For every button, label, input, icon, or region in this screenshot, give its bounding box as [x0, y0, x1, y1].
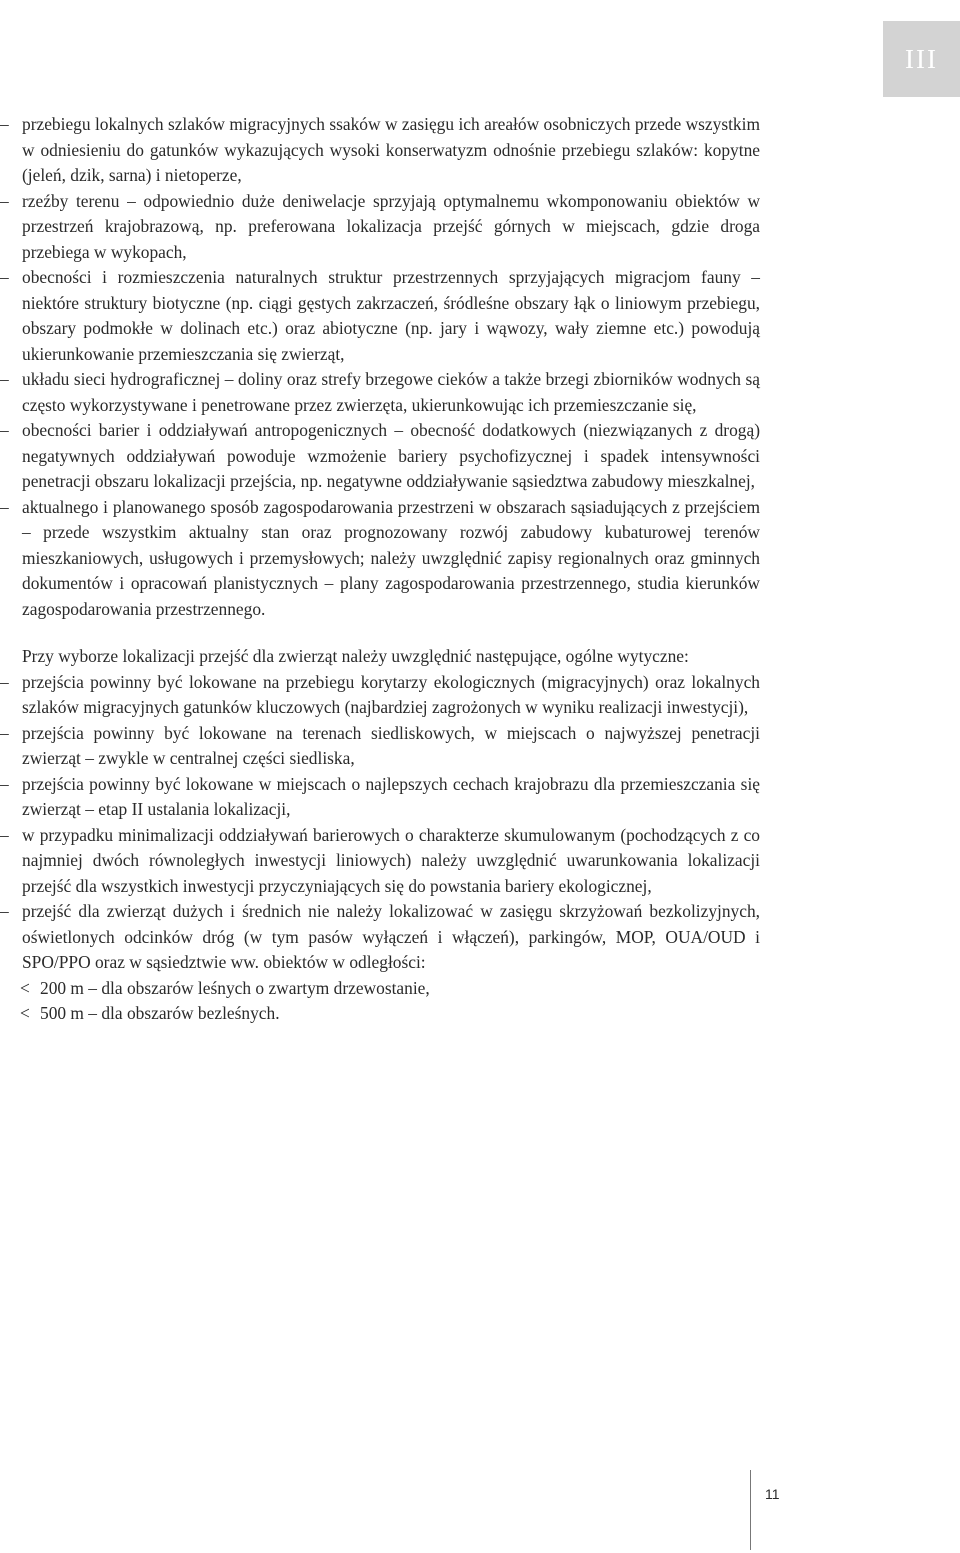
list-item: – w przypadku minimalizacji oddziaływań barierowych o charakterze skumulowanym (pochodzących z co najmniej dwóch równoległych inwestycji liniowych) należy uwzględnić uwarunkowania lokalizacji przejść dla wszystkich inwestycji przyczyniających się do powstania bariery ekologicznej,: [0, 824, 760, 896]
list-item: – przejść dla zwierząt dużych i średnich nie należy lokalizować w zasięgu skrzyżowań bezkolizyjnych, oświetlonych odcinków dróg (w tym pasów wyłączeń i włączeń), parkingów, MOP, OUA/OUD i SPO/PPO oraz w sąsiedztwie ww. obiektów w odległości:: [0, 901, 760, 972]
list-item: – przejścia powinny być lokowane w miejscach o najlepszych cechach krajobrazu dla przemieszczania się zwierząt – etap II ustalania lokalizacji,: [0, 773, 760, 819]
list-item: – przejścia powinny być lokowane na przebiegu korytarzy ekologicznych (migracyjnych) oraz lokalnych szlaków migracyjnych gatunków kluczowych (najbardziej zagrożonych w wyniku realizacji inwestycji),: [0, 671, 760, 717]
page-number-divider: [750, 1470, 751, 1550]
list-item: – obecności i rozmieszczenia naturalnych struktur przestrzennych sprzyjających migracjom fauny – niektóre struktury biotyczne (np. ciągi gęstych zakrzaczeń, śródleśne obszary łąk o liniowym przebiegu, obszary podmokłe w dolinach etc.) oraz abiotyczne (np. jary i wąwozy, wały ziemne etc.) powodują ukierunkowanie przemieszczania się zwierząt,: [0, 267, 760, 364]
document-body: [0, 112, 760, 1027]
guidelines-list: [0, 670, 760, 976]
guidelines-intro: Przy wyborze lokalizacji przejść dla zwierząt należy uwzględnić następujące, ogólne wytyczne:: [22, 646, 689, 666]
list-item: – układu sieci hydrograficznej – doliny oraz strefy brzegowe cieków a także brzegi zbiorników wodnych są często wykorzystywane i penetrowane przez zwierzęta, ukierunkowując ich przemieszczanie się,: [0, 369, 760, 415]
chapter-tab: III: [883, 21, 960, 97]
list-item: – przebiegu lokalnych szlaków migracyjnych ssaków w zasięgu ich areałów osobniczych przede wszystkim w odniesieniu do gatunków wykazujących wysoki konserwatyzm odnośnie przebiegu szlaków: kopytne (jeleń, dzik, sarna) i nietoperze,: [0, 114, 760, 185]
list-item: – aktualnego i planowanego sposób zagospodarowania przestrzeni w obszarach sąsiadujących z przejściem – przede wszystkim aktualny stan oraz prognozowany rozwój zabudowy kubaturowej terenów mieszkaniowych, usługowych i przemysłowych; należy uwzględnić zapisy regionalnych oraz gminnych dokumentów i opracowań planistycznych – plany zagospodarowania przestrzennego, studia kierunków zagospodarowania przestrzennego.: [0, 496, 760, 619]
distance-limits: [0, 976, 760, 1027]
distance-limit-forest: < 200 m – dla obszarów leśnych o zwartym drzewostanie,: [20, 977, 430, 998]
page-number: 11: [765, 1486, 780, 1502]
factors-list: [0, 112, 760, 622]
distance-limit-open: < 500 m – dla obszarów bezleśnych.: [20, 1003, 280, 1023]
list-item: – obecności barier i oddziaływań antropogenicznych – obecność dodatkowych (niezwiązanych z drogą) negatywnych oddziaływań powoduje wzmożenie bariery psychofizycznej i spadek intensywności penetracji obszaru lokalizacji przejścia, np. negatywne oddziaływanie sąsiedztwa zabudowy mieszkalnej,: [0, 420, 760, 491]
list-item: – rzeźby terenu – odpowiednio duże deniwelacje sprzyjają optymalnemu wkomponowaniu obiektów w przestrzeń krajobrazową, np. preferowana lokalizacja przejść górnych w miejscach, gdzie droga przebiega w wykopach,: [0, 190, 760, 262]
list-item: – przejścia powinny być lokowane na terenach siedliskowych, w miejscach o najwyższej penetracji zwierząt – zwykle w centralnej części siedliska,: [0, 722, 760, 768]
